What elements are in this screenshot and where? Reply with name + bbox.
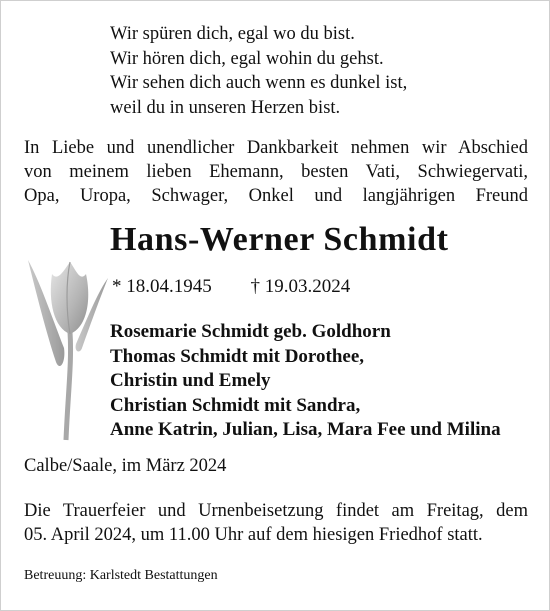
tulip-icon bbox=[20, 252, 112, 442]
deceased-name: Hans-Werner Schmidt bbox=[110, 221, 449, 258]
funeral-line: Die Trauerfeier und Urnenbeisetzung findet am Freitag, dem bbox=[24, 501, 528, 521]
poem-line: Wir sehen dich auch wenn es dunkel ist, bbox=[110, 73, 408, 93]
poem-line: Wir spüren dich, egal wo du bist. bbox=[110, 24, 355, 44]
mourner-line: Rosemarie Schmidt geb. Goldhorn bbox=[110, 321, 391, 342]
place-date: Calbe/Saale, im März 2024 bbox=[24, 456, 227, 476]
intro-line: In Liebe und unendlicher Dankbarkeit nehmen wir Abschied bbox=[24, 138, 528, 158]
intro-line: von meinem lieben Ehemann, besten Vati, Schwiegervati, bbox=[24, 162, 528, 182]
birth-date: * 18.04.1945 bbox=[112, 276, 212, 297]
mourner-line: Christian Schmidt mit Sandra, bbox=[110, 394, 361, 416]
mourner-line: Christin und Emely bbox=[110, 370, 271, 391]
funeral-line: 05. April 2024, um 11.00 Uhr auf dem hiesigen Friedhof statt. bbox=[24, 525, 483, 545]
funeral-info bbox=[24, 499, 528, 547]
poem-line: weil du in unseren Herzen bist. bbox=[110, 97, 341, 118]
mourners-list bbox=[110, 320, 501, 443]
poem-line: Wir hören dich, egal wohin du gehst. bbox=[110, 48, 384, 69]
intro-line: Opa, Uropa, Schwager, Onkel und langjährigen Freund bbox=[24, 186, 528, 206]
life-dates bbox=[112, 276, 350, 298]
mourner-line: Anne Katrin, Julian, Lisa, Mara Fee und Milina bbox=[110, 419, 501, 440]
intro-text bbox=[24, 136, 528, 208]
death-date: † 19.03.2024 bbox=[250, 276, 351, 297]
mourner-line: Thomas Schmidt mit Dorothee, bbox=[110, 345, 365, 367]
undertaker-credit: Betreuung: Karlstedt Bestattungen bbox=[24, 568, 218, 583]
poem bbox=[110, 22, 407, 120]
